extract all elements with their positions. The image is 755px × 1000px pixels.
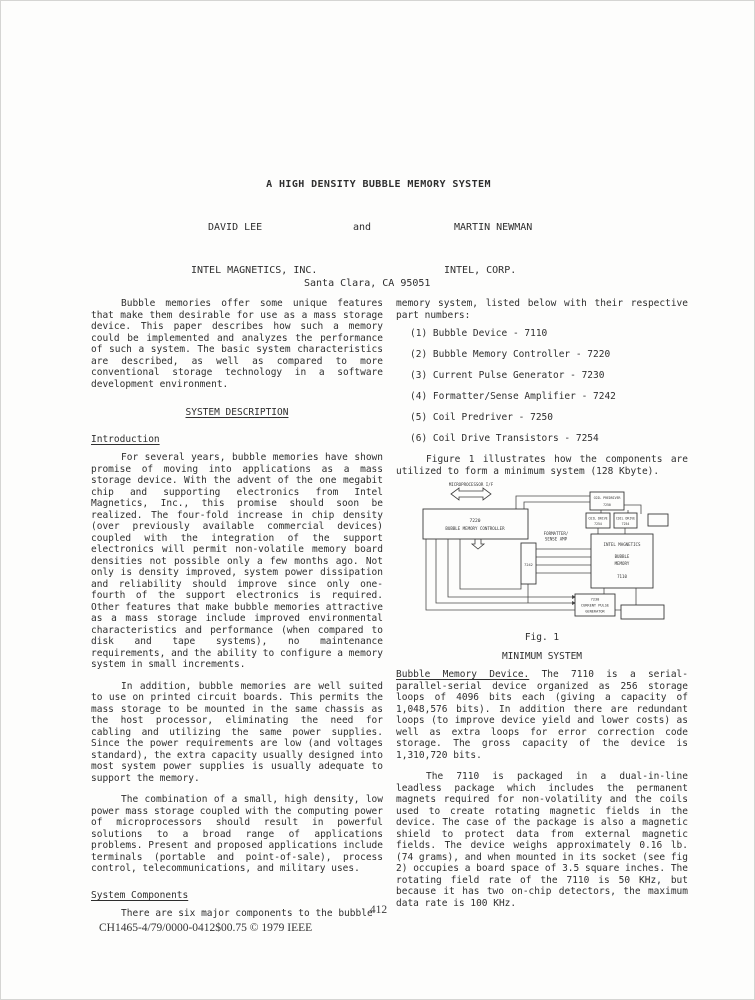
bmc-block bbox=[423, 509, 528, 539]
part-number-list bbox=[396, 328, 688, 445]
affiliation-2: INTEL, CORP. bbox=[444, 265, 517, 276]
minimum-system-diagram bbox=[396, 479, 688, 625]
subheading-system-components: System Components bbox=[91, 889, 189, 901]
intro-paragraph-2: In addition, bubble memories are well suited to use on printed circuit boards. This permits the mass storage to be mounted in the same chassis as the host processor, eliminating the need for cabling and utilizing the same power supplies. Since the power requirements are low (and voltages standard), the extra capacity usually designed into most system power supplies is usually adequate to support the memory. bbox=[91, 680, 383, 784]
section-heading-system-description: SYSTEM DESCRIPTION bbox=[185, 407, 289, 418]
aux-block bbox=[648, 514, 668, 526]
coil-predriver-part-label: 7250 bbox=[603, 503, 611, 507]
fsa-part-label: 7242 bbox=[524, 563, 533, 567]
coil-predriver-block bbox=[590, 492, 624, 510]
figure-caption-number: Fig. 1 bbox=[524, 632, 560, 643]
list-item: (4) Formatter/Sense Amplifier - 7242 bbox=[410, 391, 616, 402]
fsa-name-label-2: SENSE AMP bbox=[544, 536, 568, 542]
intro-paragraph-3: The combination of a small, high density, low power mass storage coupled with the computing power of microprocessors should result in powerful solutions to a broad range of applications problems. Present and proposed applications include terminals (portable and point-of-sale), process control, telecommunications, and military uses. bbox=[91, 794, 383, 874]
bmc-name-label: BUBBLE MEMORY CONTROLLER bbox=[445, 526, 505, 531]
cpg-part-label: 7230 bbox=[590, 597, 600, 602]
author-2: MARTIN NEWMAN bbox=[454, 222, 533, 233]
bubble-memory-label-2: BUBBLE bbox=[614, 554, 630, 559]
figure-1-block-diagram bbox=[396, 479, 688, 625]
intro-paragraph-1: For several years, bubble memories have shown promise of moving into applications as a mass storage device. With the advent of the one megabit chip and supporting electronics from Intel Magnetics, Inc., this promise should soon be realized. The four-fold increase in chip density (over previously available commercial devices) coupled with the integration of the support electronics will permit non-volatile memory board densities not possible only a few months ago. Not only is density improved, system power dissipation and reliability should improve since only one-fourth of the support electronics is required. Other features that make bubble memories attractive as a mass storage include improved environmental characteristics and performance (when compared to disk and tape systems), no maintenance requirements, and the ability to configure a memory system in small increments. bbox=[91, 452, 383, 670]
coil-drive-2-name-label: COIL DRIVE bbox=[615, 516, 636, 521]
right-column bbox=[396, 298, 688, 909]
cpg-name-label-1: CURRENT PULSE bbox=[580, 603, 610, 608]
bottom-rail-block bbox=[621, 605, 664, 619]
coil-drive-2-part-label: 7254 bbox=[621, 522, 630, 526]
paragraph-text: The 7110 is a serial-parallel-serial device organized as 256 storage loops of 4096 bits each (giving a capacity of 1,048,576 bits). In addition there are redundant loops (to improve device yield and lower costs) as well as extra loops for error correction code storage. The gross capacity of the device is 1,310,720 bits. bbox=[396, 669, 688, 761]
figure-intro-paragraph: Figure 1 illustrates how the components are utilized to form a minimum system (128 Kbyte). bbox=[396, 454, 688, 477]
paper-title: A HIGH DENSITY BUBBLE MEMORY SYSTEM bbox=[266, 179, 491, 190]
bubble-memory-label-1: INTEL MAGNETICS bbox=[603, 542, 641, 547]
coil-drive-1-name-label: COIL DRIVE bbox=[588, 516, 608, 521]
paragraph-lead-in: Bubble Memory Device. bbox=[396, 669, 530, 680]
left-column bbox=[91, 298, 383, 920]
list-item: (5) Coil Predriver - 7250 bbox=[410, 412, 553, 423]
cpg-name-label-2: GENERATOR bbox=[585, 609, 605, 614]
list-item: (2) Bubble Memory Controller - 7220 bbox=[410, 349, 611, 360]
list-item: (3) Current Pulse Generator - 7230 bbox=[410, 370, 605, 381]
bubble-memory-label-3: MEMORY bbox=[614, 561, 630, 566]
author-1: DAVID LEE bbox=[208, 222, 263, 233]
bubble-memory-device-paragraph bbox=[396, 669, 688, 761]
subheading-introduction: Introduction bbox=[91, 433, 160, 445]
list-item: (6) Coil Drive Transistors - 7254 bbox=[410, 433, 599, 444]
components-paragraph-start: There are six major components to the bubble bbox=[121, 908, 373, 919]
abstract-paragraph: Bubble memories offer some unique features that make them desirable for use as a mass storage device. This paper describes how such a memory could be implemented and analyzes the performance of such a system. The basic system characteristics are described, as well as compared to more conventional storage technology in a software development environment. bbox=[91, 298, 383, 390]
figure-caption-title: MINIMUM SYSTEM bbox=[501, 650, 583, 662]
microprocessor-if-label: MICROPROCESSOR I/F bbox=[448, 482, 494, 487]
page-number: 412 bbox=[369, 904, 388, 916]
author-conjunction: and bbox=[353, 222, 372, 233]
components-paragraph-cont: memory system, listed below with their respective part numbers: bbox=[396, 298, 688, 321]
packaging-paragraph: The 7110 is packaged in a dual-in-line leadless package which includes the permanent magnets required for non-volatility and the coils used to create rotating magnetic fields in the device. The case of the package is also a magnetic shield to protect data from external magnetic fields. The device weighs approximately 0.16 lb. (74 grams), and when mounted in its socket (see fig 2) occupies a board space of 3.5 square inches. The rotating field rate of the 7110 is 50 KHz, but because it has two on-chip detectors, the maximum data rate is 100 KHz. bbox=[396, 771, 688, 909]
affiliation-city: Santa Clara, CA 95051 bbox=[304, 278, 431, 289]
coil-drive-1-part-label: 7254 bbox=[594, 522, 602, 526]
bmc-part-label: 7220 bbox=[469, 519, 481, 524]
bubble-memory-part-label: 7110 bbox=[617, 574, 627, 579]
affiliation-1: INTEL MAGNETICS, INC. bbox=[191, 265, 318, 276]
copyright-line: CH1465-4/79/0000-0412$00.75 © 1979 IEEE bbox=[99, 922, 313, 934]
list-item: (1) Bubble Device - 7110 bbox=[410, 328, 548, 339]
coil-predriver-name-label: COIL PREDRIVER bbox=[593, 496, 621, 500]
fsa-name-label-1: FORMATTER/ bbox=[543, 531, 569, 536]
